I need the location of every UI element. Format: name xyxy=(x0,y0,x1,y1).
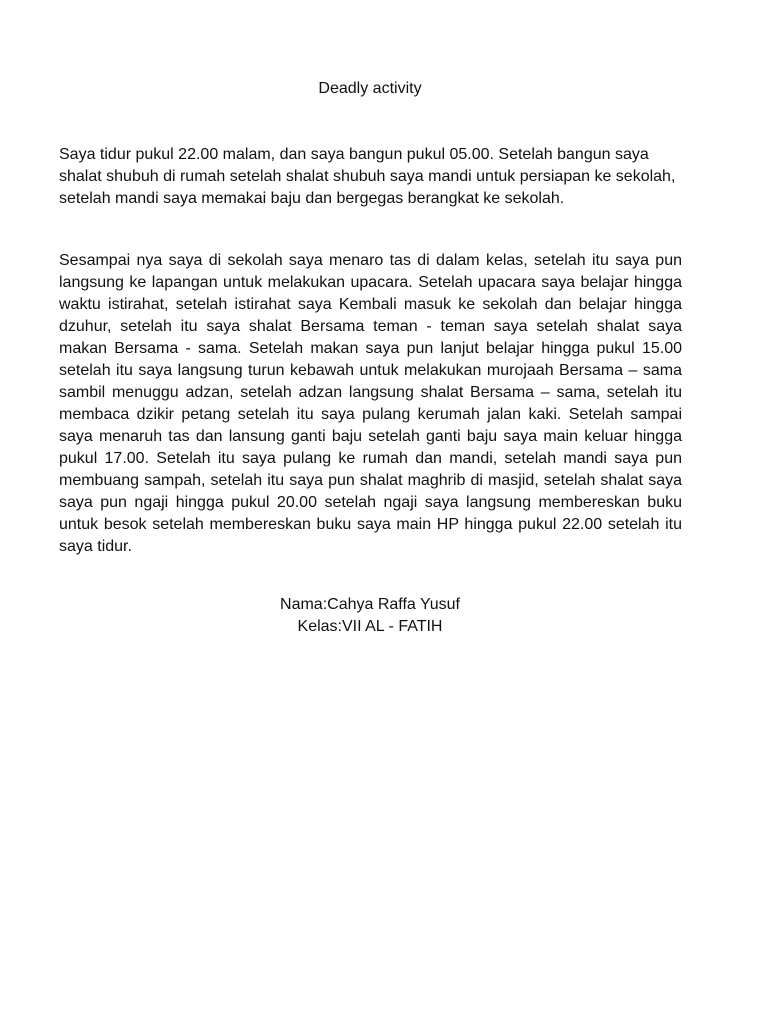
signature-block xyxy=(0,594,740,638)
student-name: Nama:Cahya Raffa Yusuf xyxy=(280,596,460,613)
student-class: Kelas:VII AL - FATIH xyxy=(297,618,443,635)
paragraph-1: Saya tidur pukul 22.00 malam, dan saya bangun pukul 05.00. Setelah bangun saya shalat shubuh di rumah setelah shalat shubuh saya mandi untuk persiapan ke sekolah, setelah mandi saya memakai baju dan bergegas berangkat ke sekolah. xyxy=(59,146,676,207)
document-title: Deadly activity xyxy=(318,80,422,97)
paragraph-2: Sesampai nya saya di sekolah saya menaro tas di dalam kelas, setelah itu saya pun langsung ke lapangan untuk melakukan upacara. Setelah upacara saya belajar hingga waktu istirahat, setelah istirahat saya Kembali masuk ke sekolah dan belajar hingga dzuhur, setelah itu saya shalat Bersama teman - teman saya setelah shalat saya makan Bersama - sama. Setelah makan saya pun lanjut belajar hingga pukul 15.00 setelah itu saya langsung turun kebawah untuk melakukan murojaah Bersama – sama sambil menuggu adzan, setelah adzan langsung shalat Bersama – sama, setelah itu membaca dzikir petang setelah itu saya pulang kerumah jalan kaki. Setelah sampai saya menaruh tas dan lansung ganti baju setelah ganti baju saya main keluar hingga pukul 17.00. Setelah itu saya pulang ke rumah dan mandi, setelah mandi saya pun membuang sampah, setelah itu saya pun shalat maghrib di masjid, setelah shalat saya saya pun ngaji hingga pukul 20.00 setelah ngaji saya langsung membereskan buku untuk besok setelah membereskan buku saya main HP hingga pukul 22.00 setelah itu saya tidur. xyxy=(59,252,682,555)
